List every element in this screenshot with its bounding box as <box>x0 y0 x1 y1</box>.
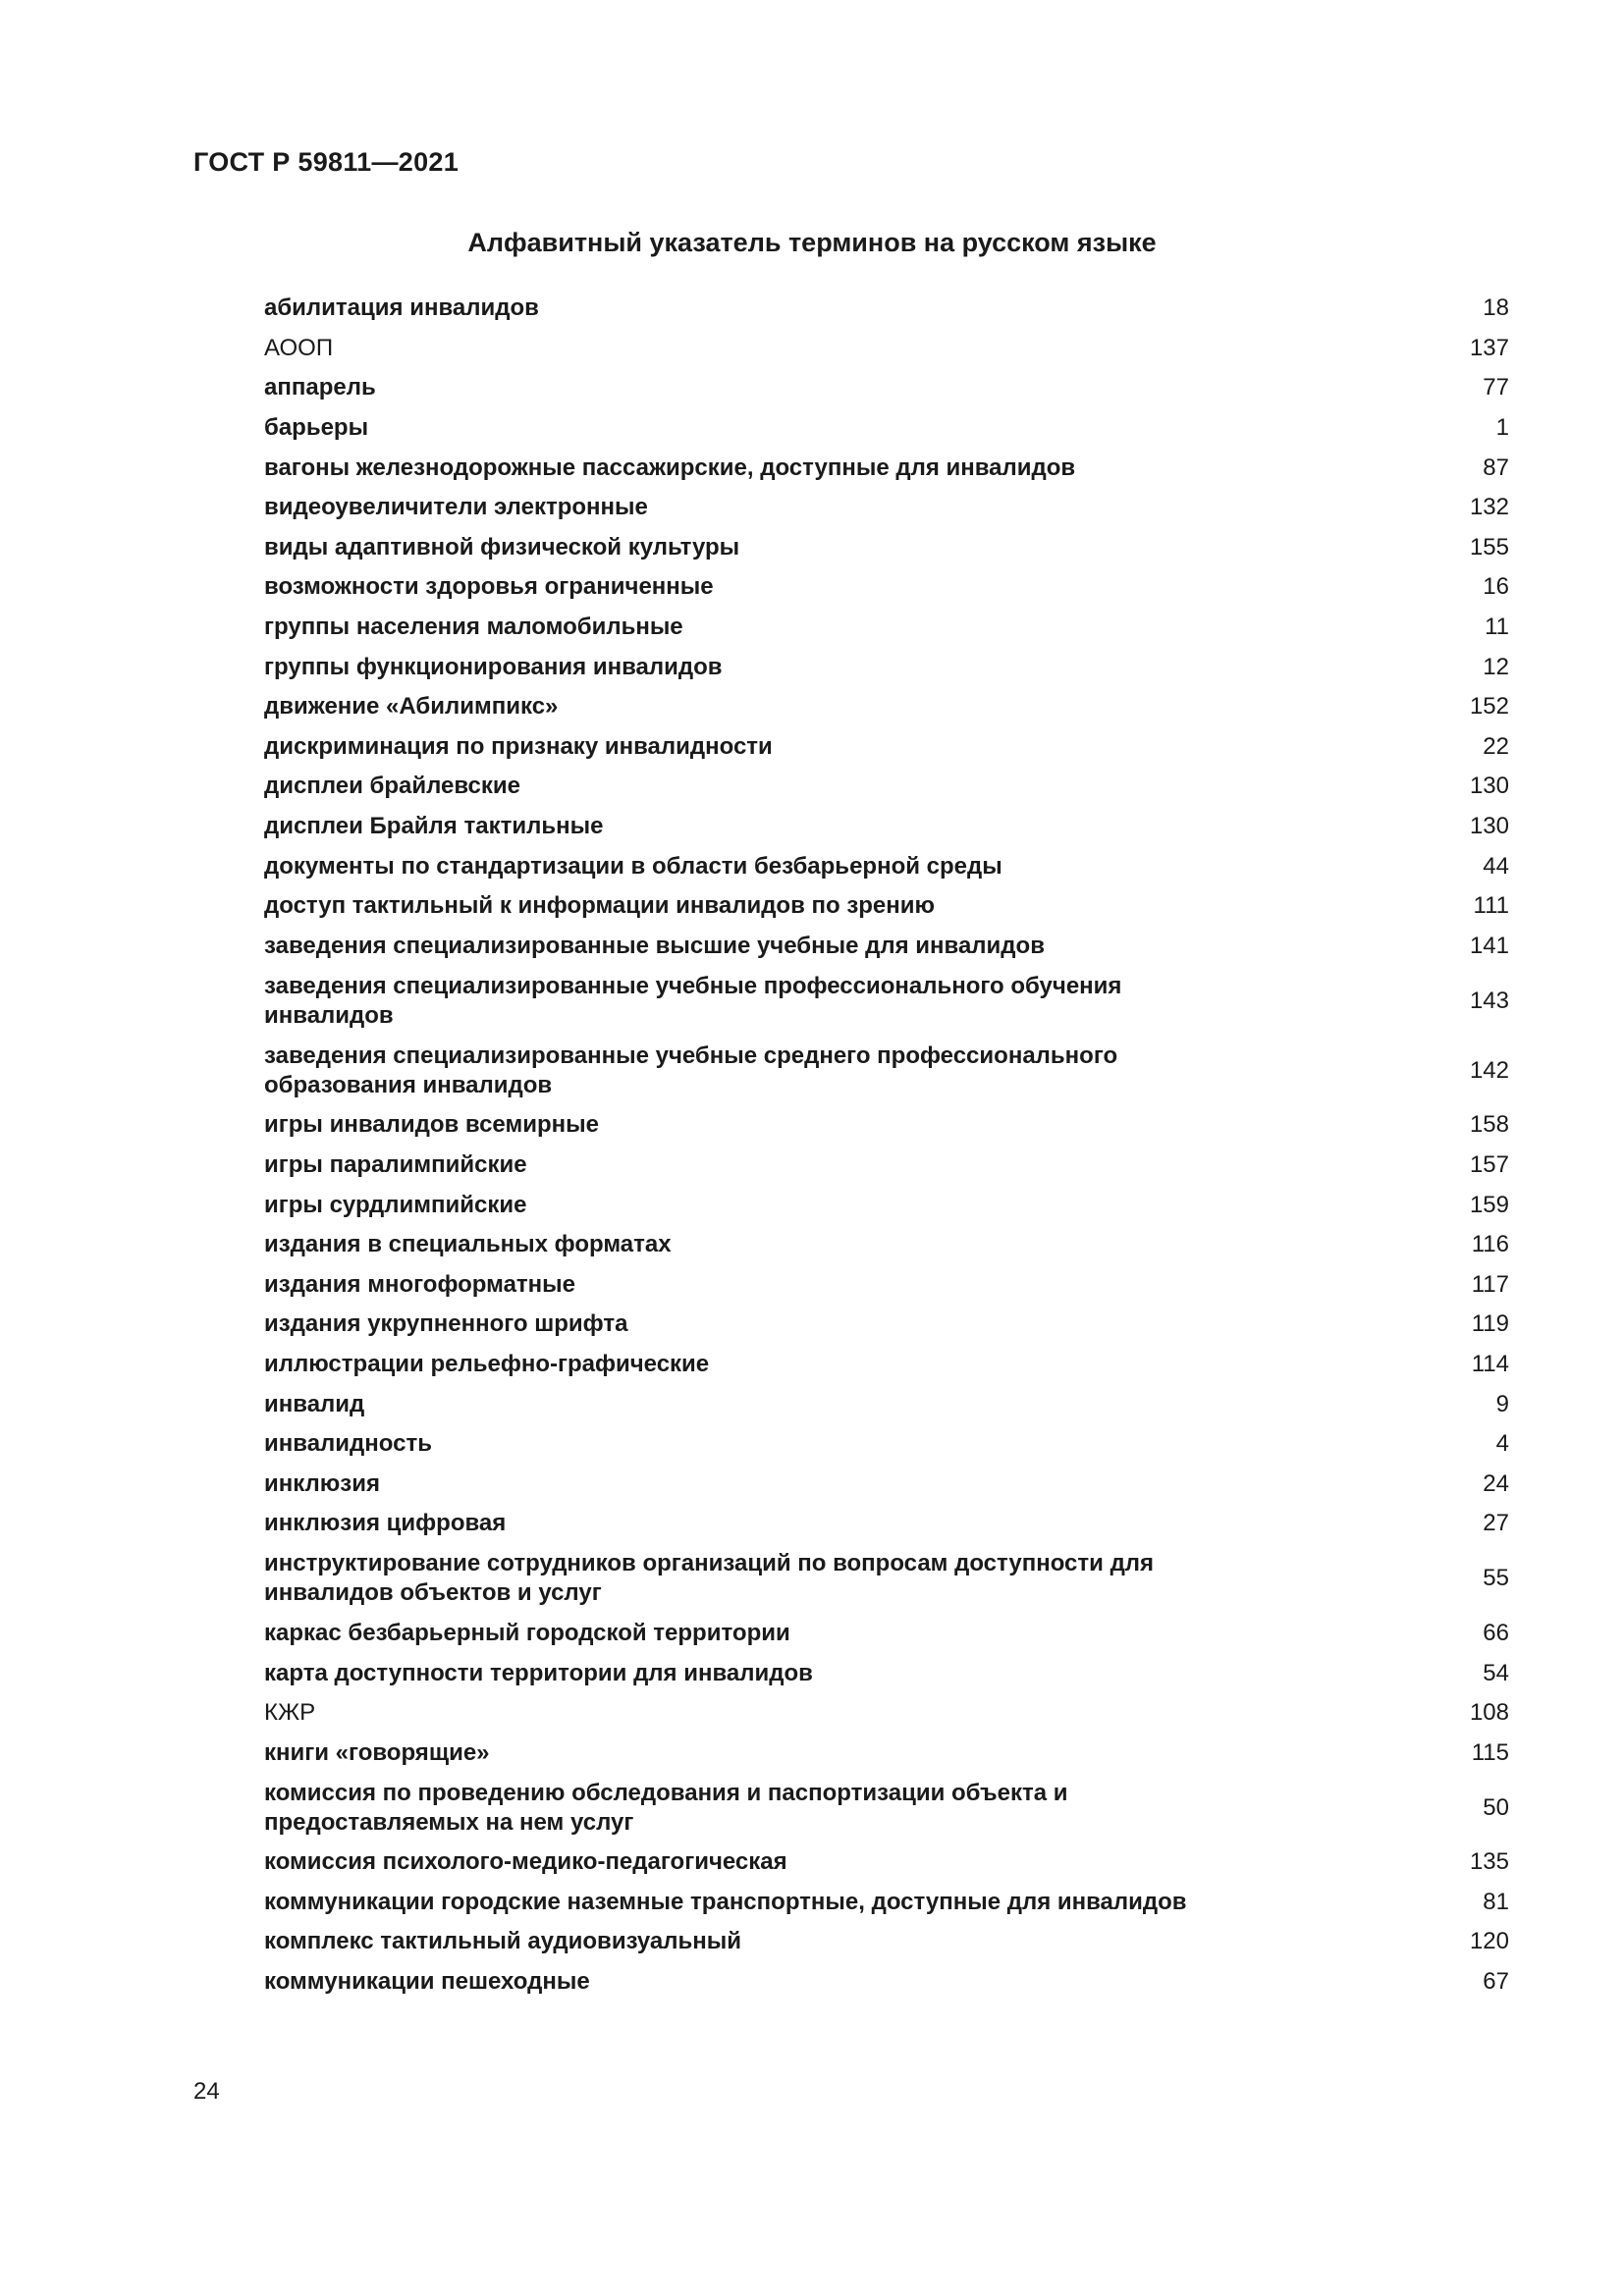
index-term-number: 114 <box>1471 1350 1509 1377</box>
index-entry <box>264 1883 1509 1923</box>
index-term: дискриминация по признаку инвалидности <box>264 732 773 760</box>
index-entry <box>264 1842 1509 1883</box>
index-entry <box>264 767 1509 807</box>
index-term: аппарель <box>264 374 376 401</box>
index-term-number: 135 <box>1469 1848 1509 1876</box>
index-entry <box>264 1384 1509 1424</box>
index-term: дисплеи Брайля тактильные <box>264 813 604 840</box>
index-term-number: 9 <box>1495 1390 1509 1417</box>
index-term: КЖР <box>264 1699 316 1727</box>
index-term-number: 142 <box>1469 1056 1509 1084</box>
index-entry <box>264 927 1509 967</box>
term-index-list <box>264 289 1509 2002</box>
index-term: возможности здоровья ограниченные <box>264 573 714 601</box>
page-number: 24 <box>193 2078 220 2105</box>
index-term-number: 12 <box>1483 653 1509 680</box>
index-term: игры инвалидов всемирные <box>264 1111 599 1139</box>
index-entry <box>264 1962 1509 2002</box>
index-term: дисплеи брайлевские <box>264 773 521 800</box>
index-term-number: 66 <box>1483 1619 1509 1646</box>
index-term: игры паралимпийские <box>264 1150 527 1178</box>
index-term: инклюзия цифровая <box>264 1510 507 1537</box>
index-entry <box>264 1693 1509 1734</box>
index-term-number: 119 <box>1471 1310 1509 1338</box>
index-term: карта доступности территории для инвалидов <box>264 1659 813 1686</box>
index-entry <box>264 608 1509 648</box>
index-term-number: 130 <box>1469 813 1509 840</box>
index-entry <box>264 1105 1509 1146</box>
index-term: заведения специализированные учебные среднего профессионального образования инвалидов <box>264 1041 1118 1098</box>
index-term: комиссия психолого-медико-педагогическая <box>264 1848 787 1876</box>
index-term: издания укрупненного шрифта <box>264 1310 628 1338</box>
index-term-number: 1 <box>1495 414 1509 442</box>
index-term-number: 77 <box>1483 374 1509 401</box>
index-term-number: 115 <box>1471 1738 1509 1766</box>
index-term-number: 130 <box>1469 773 1509 800</box>
index-term-number: 157 <box>1469 1150 1509 1178</box>
index-entry <box>264 1424 1509 1465</box>
index-entry <box>264 1146 1509 1186</box>
index-term-number: 18 <box>1483 294 1509 322</box>
index-term: издания в специальных форматах <box>264 1231 672 1258</box>
index-term: иллюстрации рельефно-графические <box>264 1350 710 1377</box>
index-entry <box>264 1345 1509 1385</box>
index-term-number: 87 <box>1483 454 1509 481</box>
index-term-number: 16 <box>1483 573 1509 601</box>
index-term: доступ тактильный к информации инвалидов по зрению <box>264 892 936 920</box>
index-entry <box>264 1036 1509 1105</box>
index-term-number: 116 <box>1471 1231 1509 1258</box>
index-term: книги «говорящие» <box>264 1738 490 1766</box>
index-entry <box>264 1773 1509 1842</box>
index-term-number: 27 <box>1483 1510 1509 1537</box>
index-entry <box>264 528 1509 568</box>
index-term-number: 111 <box>1473 892 1509 920</box>
index-term: видеоувеличители электронные <box>264 494 648 521</box>
index-term: движение «Абилимпикс» <box>264 693 559 721</box>
index-term: виды адаптивной физической культуры <box>264 533 740 561</box>
index-entry <box>264 1733 1509 1773</box>
index-term-number: 24 <box>1483 1469 1509 1497</box>
index-term-number: 120 <box>1469 1928 1509 1955</box>
index-entry <box>264 368 1509 408</box>
index-term: барьеры <box>264 414 369 442</box>
index-entry <box>264 329 1509 369</box>
index-term-number: 152 <box>1469 693 1509 721</box>
index-term: инвалидность <box>264 1430 432 1458</box>
index-entry <box>264 807 1509 847</box>
index-entry <box>264 727 1509 768</box>
index-entry <box>264 488 1509 528</box>
index-term: комиссия по проведению обследования и паспортизации объекта и предоставляемых на нем услуг <box>264 1779 1068 1836</box>
index-entry <box>264 647 1509 687</box>
index-entry <box>264 1305 1509 1345</box>
index-term: игры сурдлимпийские <box>264 1191 527 1218</box>
index-entry <box>264 1225 1509 1265</box>
index-term: заведения специализированные высшие учебные для инвалидов <box>264 932 1045 959</box>
index-term: инструктирование сотрудников организаций по вопросам доступности для инвалидов объектов и услуг <box>264 1550 1155 1607</box>
index-term-number: 158 <box>1469 1111 1509 1139</box>
index-term: документы по стандартизации в области безбарьерной среды <box>264 852 1002 880</box>
index-term-number: 81 <box>1483 1888 1509 1915</box>
index-entry <box>264 687 1509 727</box>
index-term-number: 4 <box>1495 1430 1509 1458</box>
index-entry <box>264 1185 1509 1225</box>
index-term-number: 117 <box>1471 1270 1509 1298</box>
index-term: издания многоформатные <box>264 1270 576 1298</box>
index-term-number: 54 <box>1483 1659 1509 1686</box>
index-entry <box>264 966 1509 1036</box>
index-entry <box>264 1922 1509 1962</box>
index-term: заведения специализированные учебные профессионального обучения инвалидов <box>264 972 1122 1029</box>
index-term-number: 44 <box>1483 852 1509 880</box>
index-term: каркас безбарьерный городской территории <box>264 1619 790 1646</box>
index-term-number: 108 <box>1469 1699 1509 1727</box>
index-term: комплекс тактильный аудиовизуальный <box>264 1928 742 1955</box>
index-term-number: 141 <box>1469 932 1509 959</box>
index-entry <box>264 1264 1509 1305</box>
index-entry <box>264 1464 1509 1504</box>
document-code: ГОСТ Р 59811—2021 <box>193 147 460 177</box>
index-term: инклюзия <box>264 1469 380 1497</box>
index-term: инвалид <box>264 1390 365 1417</box>
index-entry <box>264 1544 1509 1614</box>
index-term-number: 132 <box>1469 494 1509 521</box>
index-entry <box>264 1504 1509 1544</box>
index-term: коммуникации городские наземные транспортные, доступные для инвалидов <box>264 1888 1187 1915</box>
index-entry <box>264 448 1509 488</box>
index-term-number: 155 <box>1469 533 1509 561</box>
index-entry <box>264 886 1509 927</box>
index-entry <box>264 1653 1509 1693</box>
index-entry <box>264 289 1509 329</box>
index-term-number: 143 <box>1469 987 1509 1014</box>
index-title: Алфавитный указатель терминов на русском языке <box>467 228 1157 257</box>
index-term: группы функционирования инвалидов <box>264 653 723 680</box>
index-term-number: 67 <box>1483 1968 1509 1996</box>
index-entry <box>264 1614 1509 1654</box>
index-entry <box>264 408 1509 449</box>
index-term-number: 137 <box>1469 334 1509 361</box>
index-term-number: 159 <box>1469 1191 1509 1218</box>
index-term-number: 22 <box>1483 732 1509 760</box>
index-term: группы населения маломобильные <box>264 614 683 641</box>
index-term: АООП <box>264 334 334 361</box>
index-term-number: 55 <box>1483 1565 1509 1592</box>
index-entry <box>264 846 1509 886</box>
index-term: коммуникации пешеходные <box>264 1968 590 1996</box>
index-term-number: 11 <box>1485 614 1509 641</box>
index-entry <box>264 567 1509 608</box>
index-term: абилитация инвалидов <box>264 294 539 322</box>
index-term: вагоны железнодорожные пассажирские, доступные для инвалидов <box>264 454 1076 481</box>
index-term-number: 50 <box>1483 1793 1509 1821</box>
